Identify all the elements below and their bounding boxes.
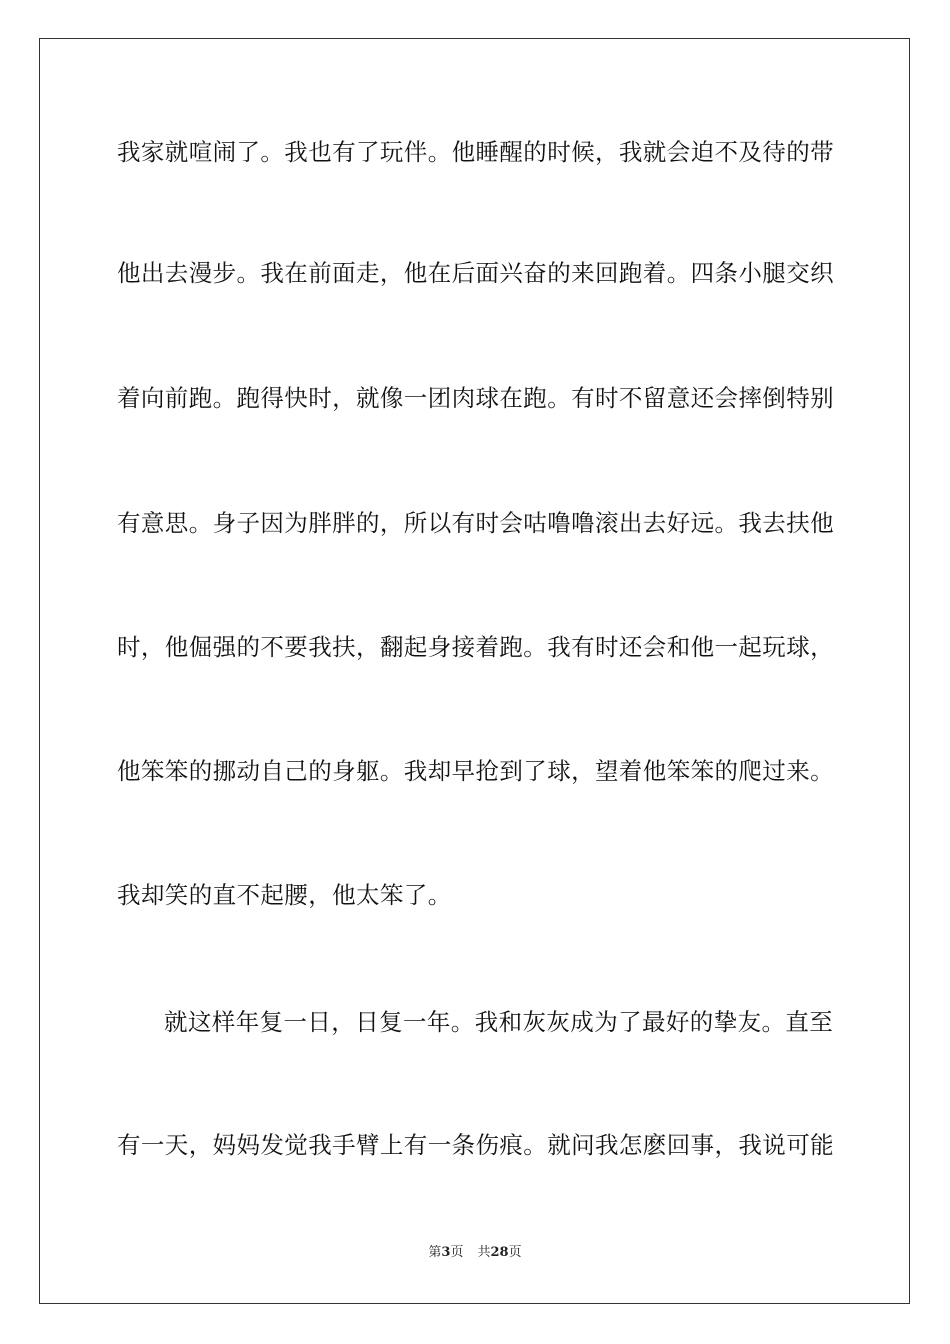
text-line-9: 有一天，妈妈发觉我手臂上有一条伤痕。就问我怎麽回事，我说可能 [117, 1131, 834, 1159]
text-line-4: 有意思。身子因为胖胖的，所以有时会咕噜噜滚出去好远。我去扶他 [117, 509, 834, 537]
total-prefix: 共 [477, 1245, 491, 1260]
page-frame [39, 38, 910, 1304]
text-line-5: 时，他倔强的不要我扶，翻起身接着跑。我有时还会和他一起玩球， [117, 633, 834, 661]
text-line-7: 我却笑的直不起腰，他太笨了。 [117, 881, 452, 909]
text-line-1: 我家就喧闹了。我也有了玩伴。他睡醒的时候，我就会迫不及待的带 [117, 138, 834, 166]
text-line-3: 着向前跑。跑得快时，就像一团肉球在跑。有时不留意还会摔倒特别 [117, 384, 834, 412]
text-line-2: 他出去漫步。我在前面走，他在后面兴奋的来回跑着。四条小腿交织 [117, 259, 834, 287]
text-line-6: 他笨笨的挪动自己的身躯。我却早抢到了球，望着他笨笨的爬过来。 [117, 757, 834, 785]
page-current: 3 [441, 1245, 451, 1260]
text-line-8-paragraph-start: 就这样年复一日，日复一年。我和灰灰成为了最好的挚友。直至 [164, 1008, 834, 1036]
page-suffix: 页 [450, 1245, 464, 1260]
page-footer [0, 1244, 950, 1262]
page-prefix: 第 [428, 1245, 442, 1260]
total-pages: 28 [490, 1245, 509, 1260]
total-suffix: 页 [508, 1245, 522, 1260]
